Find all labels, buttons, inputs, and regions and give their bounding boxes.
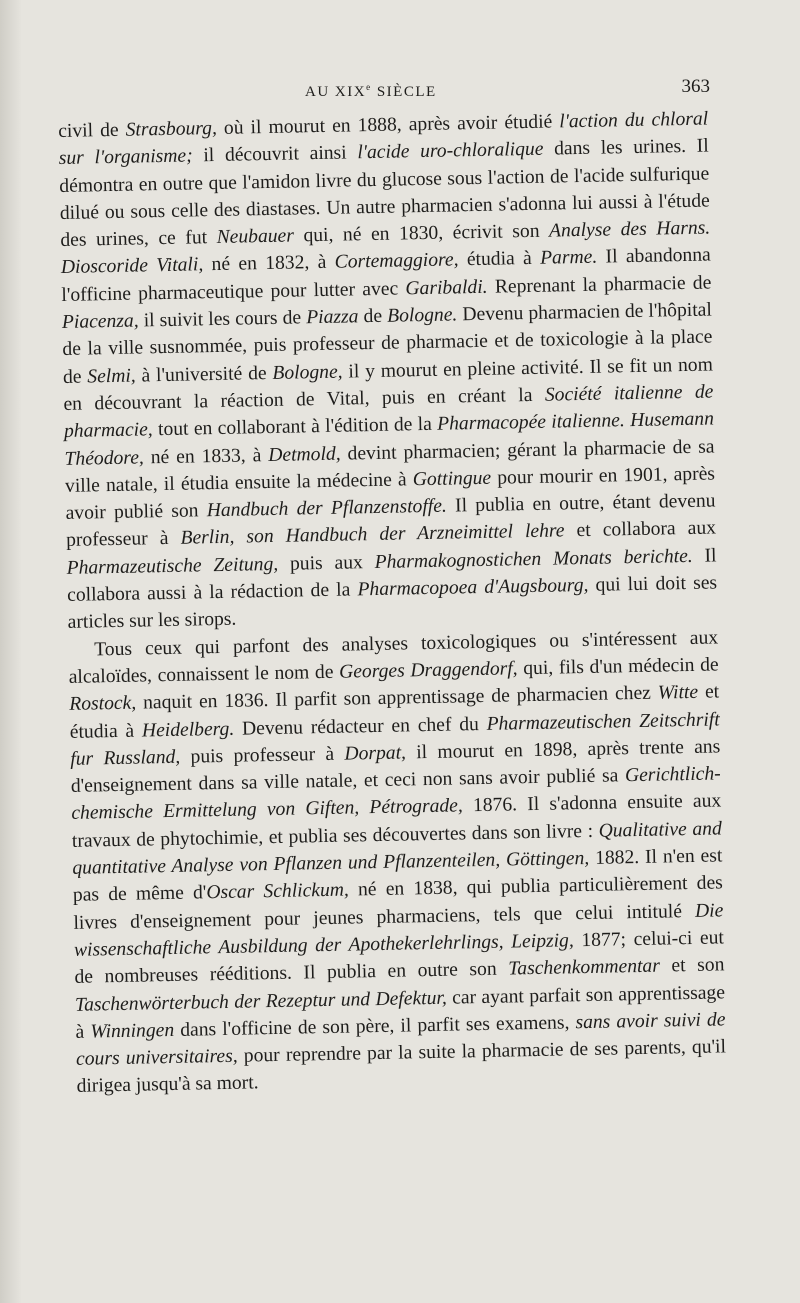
text-run: étudia à: [458, 248, 541, 271]
text-run: il y mourut en pleine activité. Il se fit un nom en découvrant la réaction de Vital, puis en créant la: [63, 354, 714, 415]
italic-run: Gottingue: [412, 467, 492, 491]
text-run: Il publia en outre, étant devenu professeur à: [65, 490, 716, 552]
italic-run: Parme.: [539, 247, 598, 270]
page-gutter-shadow: [0, 0, 22, 1303]
text-run: car ayant parfait son apprentissage à: [75, 981, 726, 1043]
italic-run: Pharmacopoea d'Augsbourg,: [357, 574, 589, 601]
italic-run: Cortemaggiore,: [334, 249, 459, 274]
text-run: de: [358, 305, 388, 328]
text-run: Devenu pharmacien de l'hôpital de la ville susnommée, puis professeur de pharmacie et de toxicologie à la place de: [62, 299, 713, 388]
italic-run: l'action du chloral sur l'organisme;: [58, 108, 709, 170]
italic-run: Piacenza,: [61, 310, 139, 334]
italic-run: Die wissenschaftliche Ausbildung der Apothekerlehrlings, Leipzig,: [73, 899, 724, 961]
body-text: [58, 106, 727, 1101]
italic-run: Gerichtlich-chemische Ermittelung von Giften, Pétrograde,: [71, 763, 721, 825]
italic-run: Bologne.: [386, 304, 458, 327]
text-run: il mourut en 1898, après trente ans d'enseignement dans sa ville natale, et ceci non sans avoir publié sa: [70, 736, 721, 797]
text-run: qui lui doit ses articles sur les sirops.: [67, 572, 718, 634]
italic-run: sans avoir suivi de cours universitaires,: [75, 1009, 726, 1070]
text-run: né en 1833, à: [143, 444, 269, 468]
italic-run: Analyse des Harns.: [548, 217, 711, 242]
italic-run: Neubauer: [216, 225, 295, 249]
italic-run: Handbuch der Pflanzenstoffe.: [206, 495, 448, 522]
text-run: né en 1832, à: [203, 252, 335, 276]
running-head: [305, 82, 437, 101]
paragraph-2: [68, 624, 727, 1100]
text-run: Reprenant la pharmacie de: [487, 272, 712, 298]
italic-run: Société italienne de pharmacie,: [63, 381, 714, 443]
text-run: et collabora aux: [564, 517, 717, 542]
text-run: qui, fils d'un médecin de: [517, 654, 719, 680]
page-header: [60, 76, 710, 106]
text-run: né en 1838, qui publia particulièrement des livres d'enseignement pour jeunes pharmaciens, tels que celui intitulé: [73, 872, 723, 934]
text-run: naquit en 1836. Il parfit son apprentissage de pharmacien chez: [135, 682, 658, 714]
text-run: à l'université de: [135, 362, 273, 387]
running-head-suffix: SIÈCLE: [371, 84, 437, 100]
italic-run: Taschenwörterbuch der Rezeptur und Defektur,: [74, 987, 447, 1016]
italic-run: Witte: [657, 682, 699, 704]
italic-run: Garibaldi.: [405, 276, 488, 300]
text-run: Il abandonna l'officine pharmaceutique pour lutter avec: [61, 244, 711, 306]
italic-run: l'acide uro-chloralique: [357, 138, 544, 164]
text-run: il découvrit ainsi: [192, 142, 358, 167]
italic-run: Bologne,: [272, 361, 343, 384]
text-run: Tous ceux qui parfont des analyses toxicologiques ou s'intéressent aux alcaloïdes, connaissent le nom de: [68, 627, 719, 688]
italic-run: Dorpat,: [344, 742, 407, 765]
italic-run: Rostock,: [69, 692, 137, 716]
italic-run: Piazza: [306, 306, 359, 329]
text-run: puis professeur à: [180, 743, 345, 768]
text-run: Devenu rédacteur en chef du: [234, 713, 487, 740]
running-head-superscript: e: [366, 82, 372, 92]
text-run: 1882. Il n'en est pas de même d': [72, 845, 723, 907]
text-run: dans les urines. Il démontra en outre que l'amidon livre du glucose sous l'action de l'acide sulfurique dilué ou sous celle des diastases. Un autre pharmacien s'adonna lui aussi à l'étude des urines, ce fut: [59, 135, 710, 252]
text-run: et son: [659, 954, 725, 977]
italic-run: Georges Draggendorf,: [338, 658, 518, 683]
text-run: pour mourir en 1901, après avoir publié son: [65, 463, 716, 525]
italic-run: Taschenkommentar: [508, 955, 661, 980]
italic-run: Pharmacopée italienne. Husemann Théodore,: [64, 408, 715, 470]
italic-run: Dioscoride Vitali,: [60, 254, 204, 279]
italic-run: Pharmazeutischen Zeitschrift fur Russland,: [70, 708, 720, 770]
paragraph-1: [58, 106, 718, 637]
text-run: tout en collaborant à l'édition de la: [152, 414, 438, 441]
text-run: dans l'officine de son père, il parfit ses examens,: [173, 1012, 576, 1041]
running-head-prefix: AU XIX: [305, 84, 367, 100]
italic-run: Heidelberg.: [141, 718, 235, 742]
text-run: et étudia à: [69, 681, 720, 743]
italic-run: Detmold,: [268, 443, 341, 466]
text-run: civil de: [58, 119, 126, 142]
page-number: 363: [681, 76, 710, 97]
text-run: puis aux: [277, 551, 375, 575]
text-run: 1877; celui-ci eut de nombreuses rééditions. Il publia en outre son: [74, 927, 725, 989]
text-run: pour reprendre par la suite la pharmacie de ses parents, qu'il dirigea jusqu'à sa mort.: [76, 1036, 727, 1098]
italic-run: Oscar Schlickum,: [206, 879, 350, 904]
text-run: il suivit les cours de: [138, 307, 307, 332]
text-run: où il mourut en 1888, après avoir étudié: [216, 111, 560, 139]
italic-run: Qualitative and quantitative Analyse von Pflanzen und Pflanzenteilen, Göttingen,: [72, 818, 722, 879]
text-run: 1876. Il s'adonna ensuite aux travaux de phytochimie, et publia ses découvertes dans son livre :: [71, 790, 722, 852]
italic-run: Strasbourg,: [125, 117, 218, 141]
italic-run: Selmi,: [87, 365, 136, 388]
text-run: devint pharmacien; gérant la pharmacie de sa ville natale, il étudia ensuite la médecine à: [64, 436, 715, 497]
italic-run: Pharmazeutische Zeitung,: [66, 553, 279, 579]
italic-run: Berlin, son Handbuch der Arzneimittel lehre: [180, 520, 565, 550]
italic-run: Pharmakognostichen Monats berichte.: [374, 545, 693, 573]
text-run: Il collabora aussi à la rédaction de la: [66, 545, 717, 606]
italic-run: Winningen: [90, 1019, 175, 1043]
text-run: qui, né en 1830, écrivit son: [293, 220, 550, 247]
